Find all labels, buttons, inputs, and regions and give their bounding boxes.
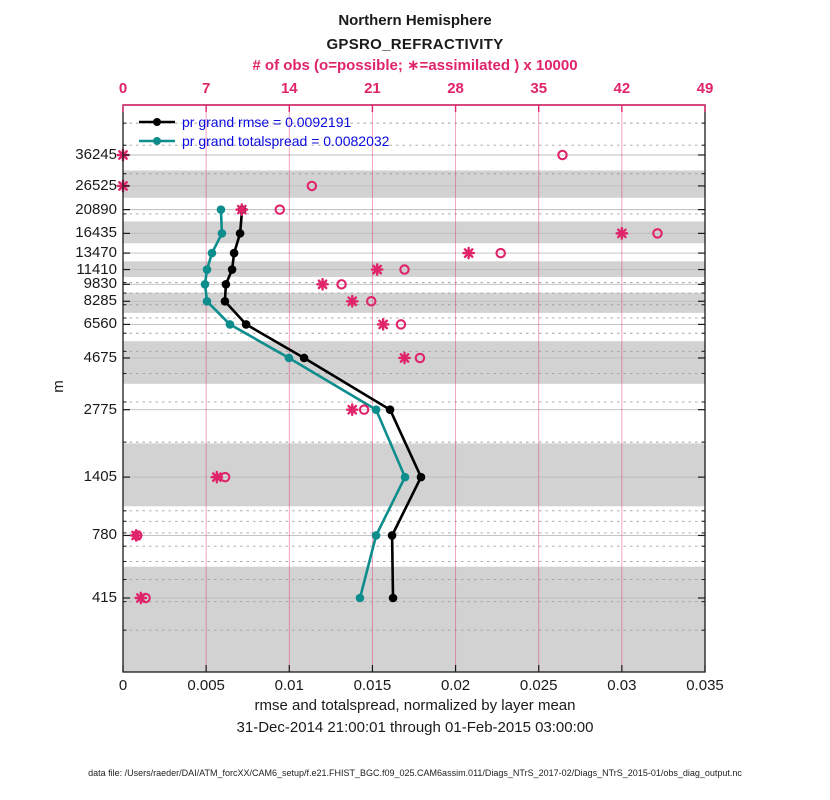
- top-axis-tick-label: 14: [280, 80, 298, 97]
- bottom-axis-tick-label: 0.035: [686, 677, 724, 694]
- y-axis-tick-label: 11410: [76, 260, 117, 278]
- bottom-axis-tick-label: 0.02: [440, 677, 471, 694]
- layer-bands: [123, 170, 705, 672]
- bottom-axis-tick-label: 0: [118, 677, 128, 694]
- rmse-line-sample: [138, 116, 176, 128]
- y-axis-tick-label: 8285: [83, 292, 117, 310]
- top-axis-tick-label: 21: [364, 80, 381, 97]
- bottom-axis-tick-label: 0.015: [353, 677, 392, 694]
- y-axis-tick-label: 6560: [83, 315, 117, 333]
- legend: [138, 113, 389, 150]
- top-axis-tick-label: 28: [447, 80, 464, 97]
- y-axis-tick-label: 780: [91, 526, 117, 544]
- data-file-path: data file: /Users/raeder/DAI/ATM_forcXX/CAM6_setup/f.e21.FHIST_BGC.f09_025.CAM6assim.011/Diags_NTrS_2017-02/Diags_NTrS_2015-01/obs_diag_output.nc: [88, 768, 742, 778]
- totalspread-line-sample: [138, 135, 176, 147]
- bottom-axis-tick-label: 0.01: [274, 677, 304, 694]
- y-axis-tick-label: 4675: [83, 348, 117, 366]
- y-axis-tick-label: 9830: [83, 275, 117, 293]
- y-axis-tick-label: 26525: [75, 176, 117, 194]
- y-axis-label: m: [49, 380, 67, 393]
- x-axis-label: rmse and totalspread, normalized by layer mean: [254, 697, 576, 714]
- y-axis-tick-label: 20890: [75, 200, 117, 218]
- top-axis-tick-label: 42: [613, 80, 631, 97]
- chart-title: Northern Hemisphere: [338, 12, 492, 29]
- legend-label-rmse: pr grand rmse = 0.0092191: [182, 114, 352, 130]
- y-axis-tick-label: 36245: [75, 146, 117, 163]
- y-axis-tick-label: 16435: [75, 224, 117, 242]
- y-axis-tick-label: 415: [91, 589, 117, 606]
- top-axis-tick-label: 49: [696, 80, 714, 97]
- date-range-label: 31-Dec-2014 21:00:01 through 01-Feb-2015 03:00:00: [236, 719, 594, 736]
- y-axis-tick-label: 1405: [83, 468, 117, 486]
- top-axis-label: # of obs (o=possible; ∗=assimilated ) x 10000: [252, 57, 578, 74]
- top-axis-tick-label: 35: [530, 80, 548, 97]
- top-axis-tick-label: 0: [118, 80, 128, 97]
- bottom-axis-tick-label: 0.03: [607, 677, 637, 694]
- bottom-axis-tick-label: 0.025: [519, 677, 558, 694]
- y-axis-tick-label: 2775: [83, 400, 117, 418]
- y-axis-tick-label: 13470: [75, 244, 117, 262]
- legend-item-totalspread: [138, 132, 389, 150]
- legend-label-totalspread: pr grand totalspread = 0.0082032: [182, 133, 390, 149]
- bottom-axis-tick-label: 0.005: [187, 677, 225, 694]
- chart-subtitle: GPSRO_REFRACTIVITY: [326, 36, 504, 53]
- legend-item-rmse: [138, 113, 389, 131]
- top-axis-tick-label: 7: [201, 80, 211, 97]
